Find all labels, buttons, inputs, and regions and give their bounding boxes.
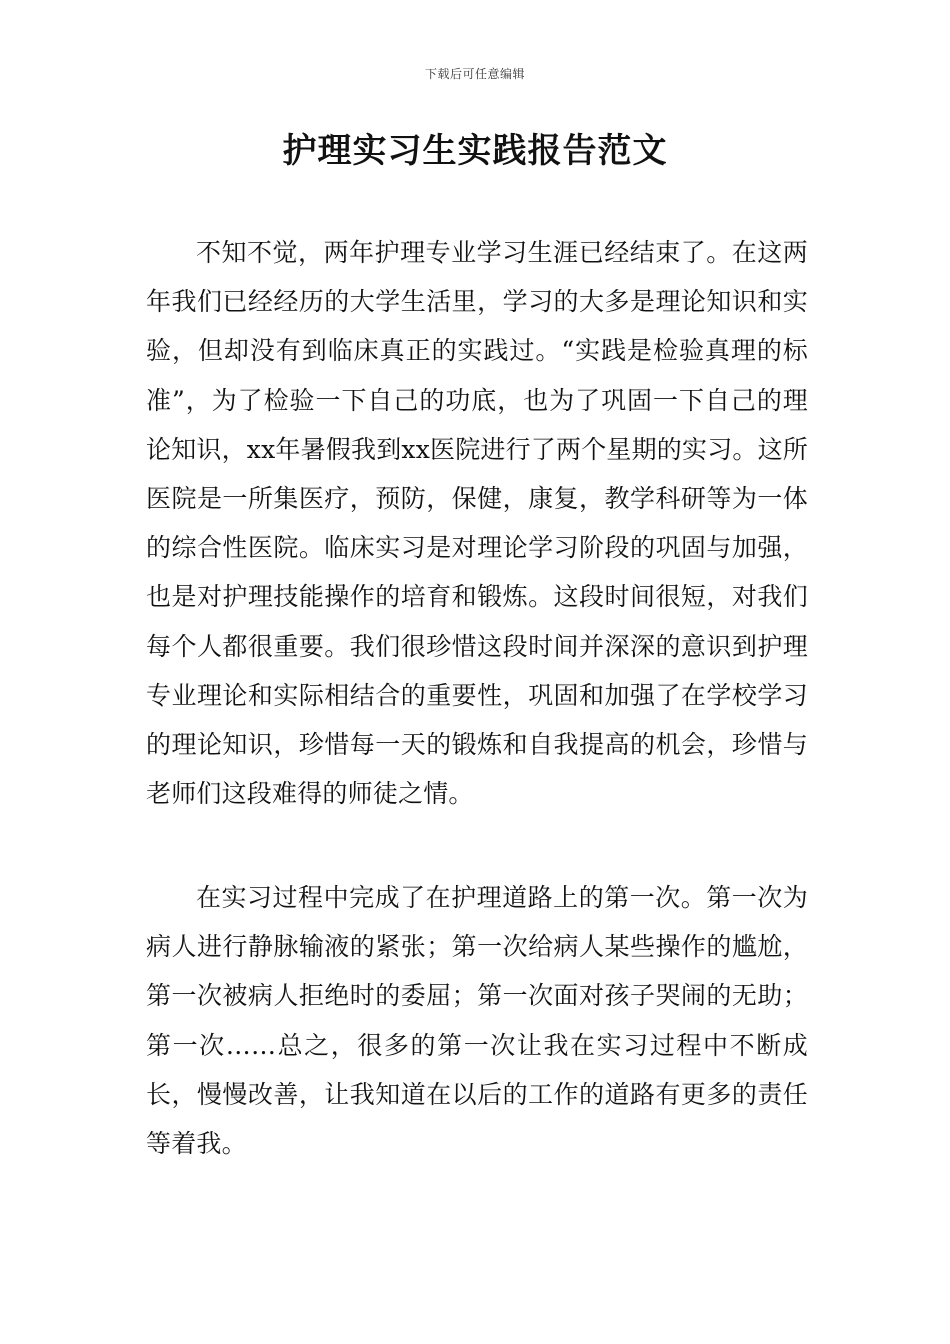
paragraph-2: 在实习过程中完成了在护理道路上的第一次。第一次为病人进行静脉输液的紧张；第一次给病人某些操作的尴尬，第一次被病人拒绝时的委屈；第一次面对孩子哭闹的无助；第一次……总之，很多的第一次让我在实习过程中不断成长，慢慢改善，让我知道在以后的工作的道路有更多的责任等着我。 — [146, 883, 808, 1159]
document-title: 护理实习生实践报告范文 — [282, 131, 668, 171]
paragraph-1: 不知不觉，两年护理专业学习生涯已经结束了。在这两年我们已经经历的大学生活里，学习的大多是理论知识和实验，但却没有到临床真正的实践过。“实践是检验真理的标准”，为了检验一下自己的功底，也为了巩固一下自己的理论知识，xx年暑假我到xx医院进行了两个星期的实习。这所医院是一所集医疗，预防，保健，康复，教学科研等为一体的综合性医院。临床实习是对理论学习阶段的巩固与加强，也是对护理技能操作的培育和锻炼。这段时间很短，对我们每个人都很重要。我们很珍惜这段时间并深深的意识到护理专业理论和实际相结合的重要性，巩固和加强了在学校学习的理论知识，珍惜每一天的锻炼和自我提高的机会，珍惜与老师们这段难得的师徒之情。 — [146, 238, 808, 809]
header-note: 下载后可任意编辑 — [424, 67, 525, 81]
